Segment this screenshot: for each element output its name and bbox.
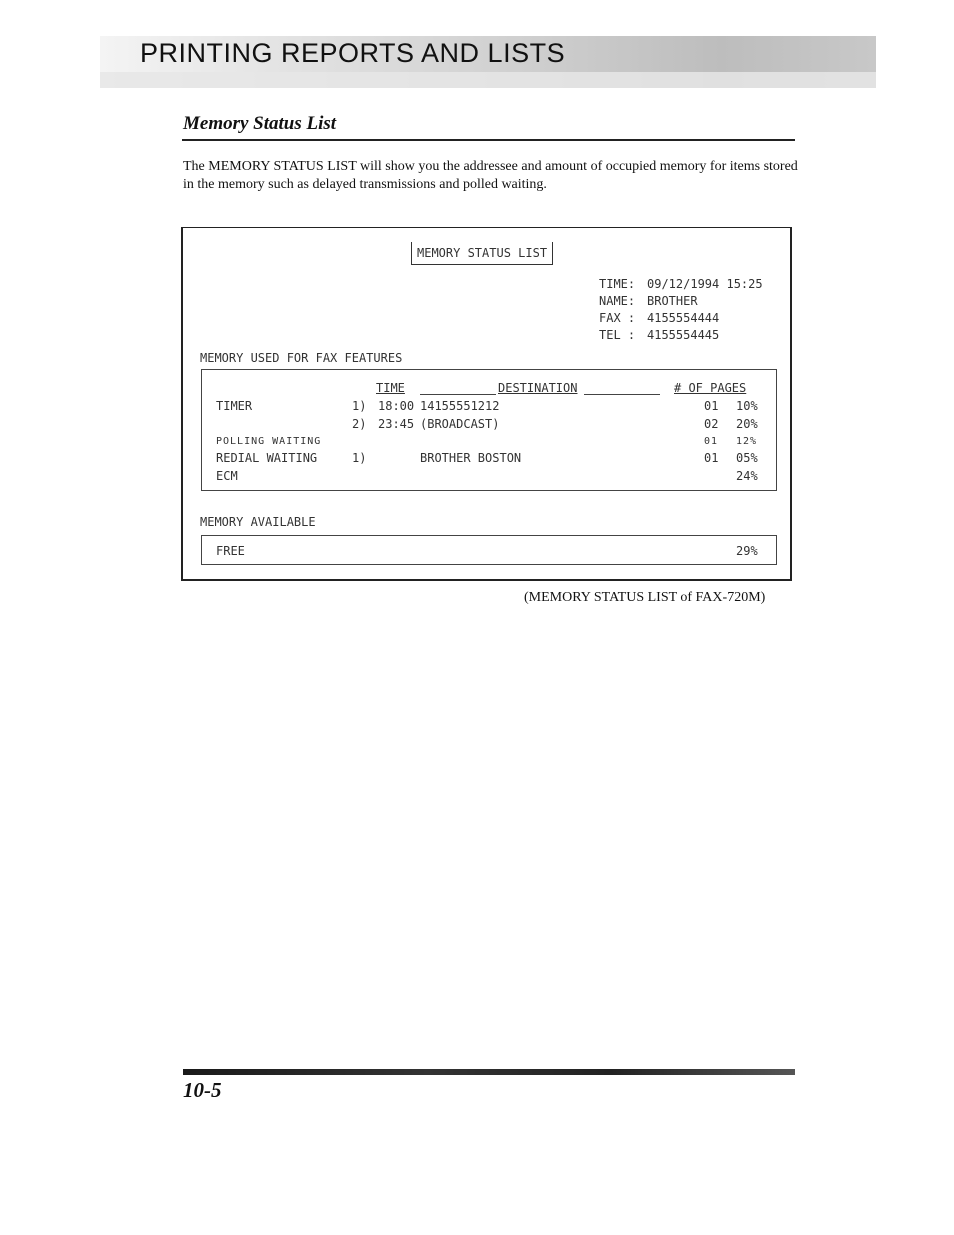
row-pages: 01 — [704, 436, 719, 447]
row-percent: 10% — [736, 399, 758, 413]
row-percent: 20% — [736, 417, 758, 431]
section-title: Memory Status List — [183, 113, 337, 134]
info-tel-label: TEL : — [599, 328, 636, 342]
row-percent: 12% — [736, 436, 758, 447]
footer-bar — [183, 1069, 795, 1075]
row-time: 23:45 — [378, 417, 415, 431]
row-index: 1) — [352, 451, 367, 465]
page-header-band — [100, 36, 876, 88]
info-name — [599, 293, 698, 309]
info-tel-value: 4155554445 — [647, 328, 720, 342]
info-time-value: 09/12/1994 15:25 — [647, 277, 763, 291]
row-pages: 01 — [704, 399, 719, 413]
figure-caption: (MEMORY STATUS LIST of FAX-720M) — [524, 590, 766, 605]
row-feature: REDIAL WAITING — [216, 451, 318, 465]
info-name-label: NAME: — [599, 294, 636, 308]
info-fax — [599, 310, 719, 326]
info-tel — [599, 327, 719, 343]
row-time: 18:00 — [378, 399, 415, 413]
col-head-pages: # OF PAGES — [674, 381, 747, 395]
free-percent: 29% — [736, 544, 758, 558]
intro-paragraph: The MEMORY STATUS LIST will show you the addressee and amount of occupied memory for items stored in the memory such as delayed transmissions and polled waiting. — [183, 159, 798, 192]
features-label: MEMORY USED FOR FAX FEATURES — [200, 351, 403, 365]
row-index: 2) — [352, 417, 367, 431]
row-destination: BROTHER BOSTON — [420, 451, 522, 465]
row-pages: 02 — [704, 417, 719, 431]
info-time-label: TIME: — [599, 277, 636, 291]
section-title-rule — [182, 139, 795, 141]
features-table — [201, 369, 777, 491]
free-label: FREE — [216, 544, 245, 558]
row-feature: ECM — [216, 469, 238, 483]
row-percent: 24% — [736, 469, 758, 483]
row-percent: 05% — [736, 451, 758, 465]
row-index: 1) — [352, 399, 367, 413]
info-fax-label: FAX : — [599, 311, 636, 325]
header-texture-strip — [100, 72, 876, 88]
memory-available-label: MEMORY AVAILABLE — [200, 515, 316, 529]
col-head-time: TIME — [376, 381, 405, 395]
info-name-value: BROTHER — [647, 294, 698, 308]
row-feature: POLLING WAITING — [216, 436, 322, 447]
row-destination: 14155551212 — [420, 399, 500, 413]
page-number: 10-5 — [183, 1078, 222, 1102]
col-head-destination: DESTINATION — [498, 381, 578, 395]
report-title: MEMORY STATUS LIST — [411, 242, 553, 265]
info-time — [599, 276, 763, 292]
row-feature: TIMER — [216, 399, 253, 413]
col-head-rule-2 — [584, 394, 660, 395]
free-memory-box — [201, 535, 777, 565]
row-destination: (BROADCAST) — [420, 417, 500, 431]
row-pages: 01 — [704, 451, 719, 465]
memory-status-report — [181, 227, 792, 581]
info-fax-value: 4155554444 — [647, 311, 720, 325]
page-header-title: PRINTING REPORTS AND LISTS — [140, 38, 566, 68]
col-head-rule-1 — [420, 394, 496, 395]
